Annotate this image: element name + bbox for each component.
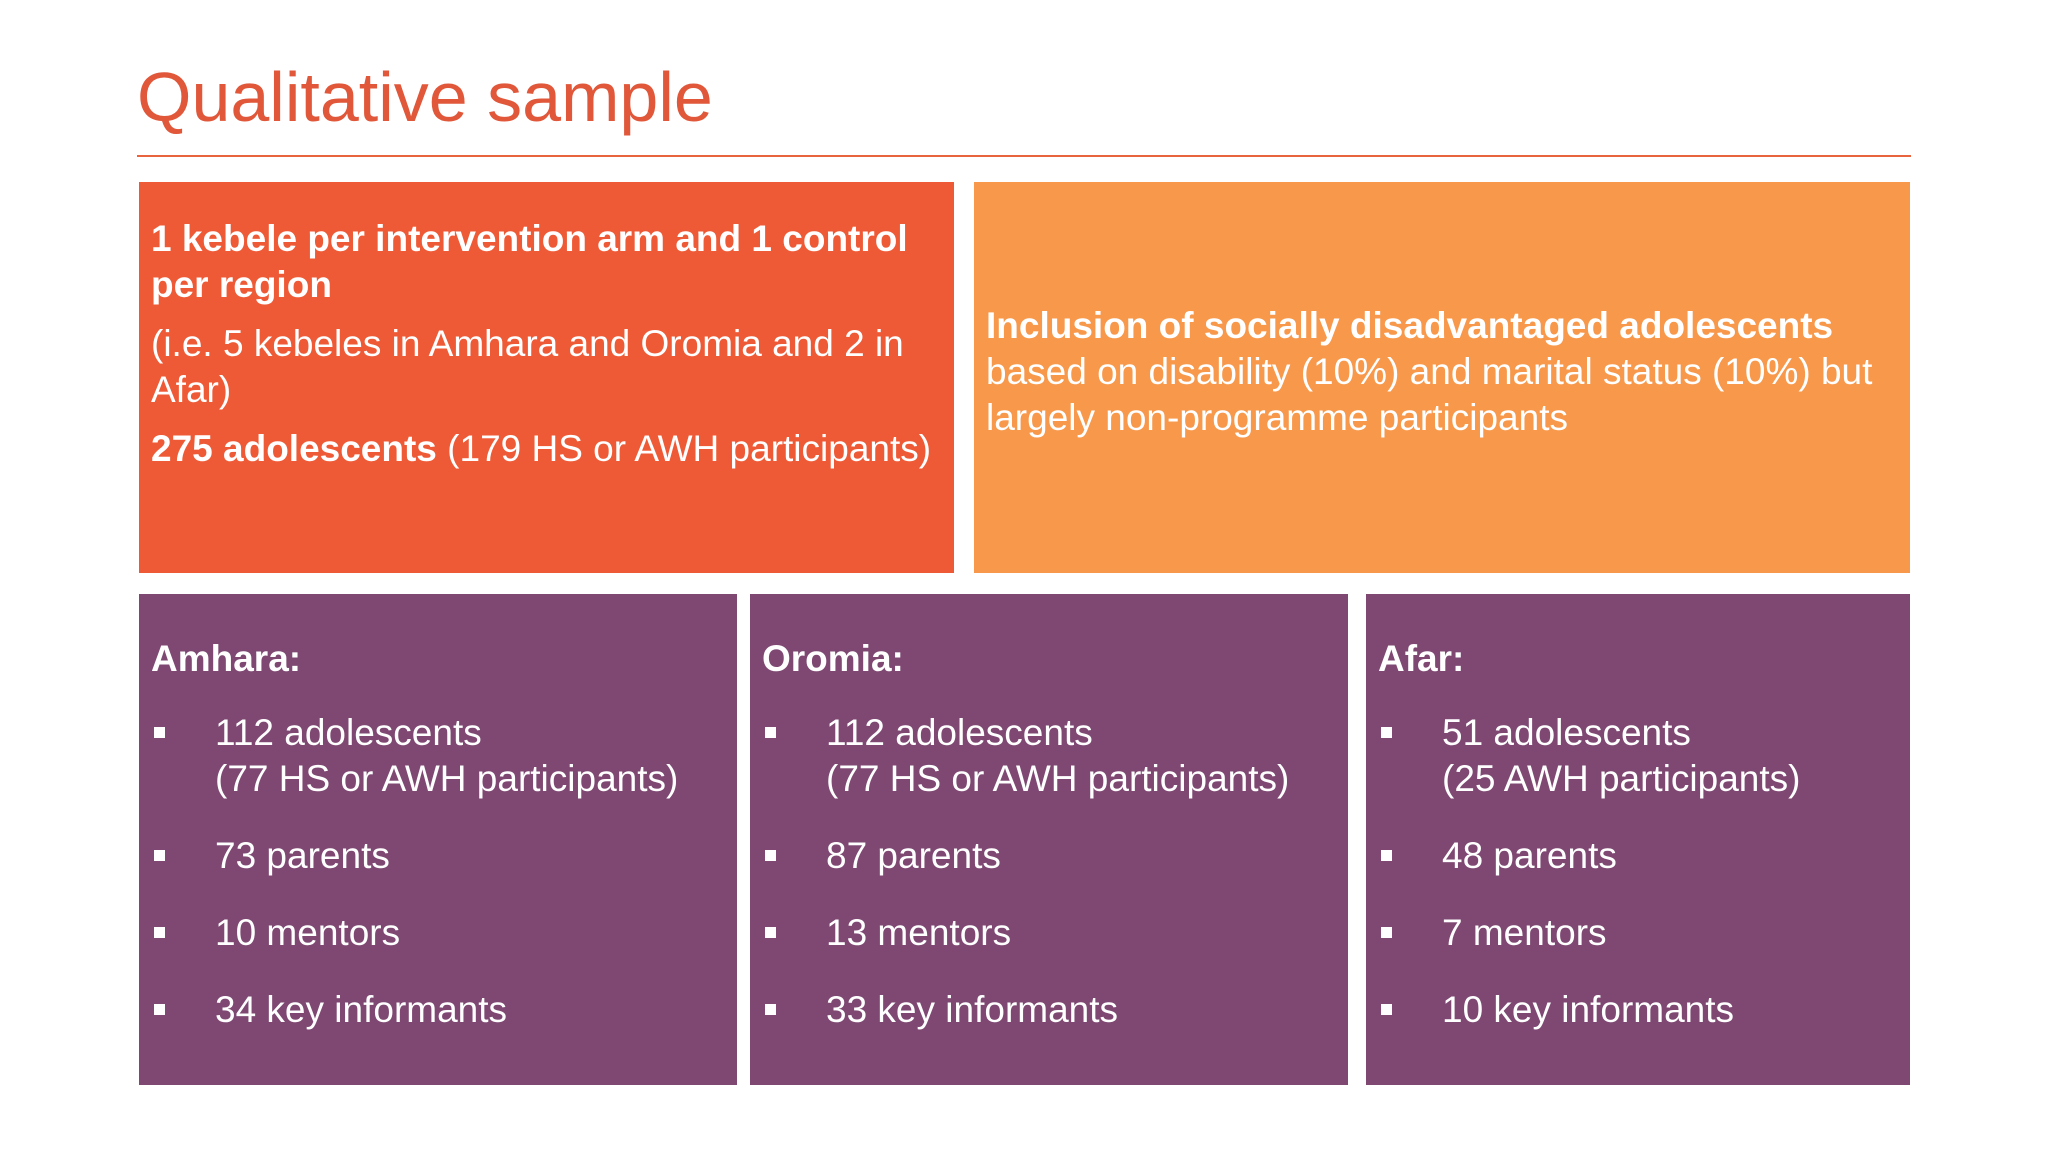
region-list xyxy=(1378,710,1900,1033)
bullet-icon xyxy=(1381,850,1392,861)
kebele-note: (i.e. 5 kebeles in Amhara and Oromia and 2 in Afar) xyxy=(151,323,904,410)
kebele-heading: 1 kebele per intervention arm and 1 control per region xyxy=(151,218,908,305)
key-informants-count: 33 key informants xyxy=(826,989,1119,1030)
bullet-icon xyxy=(154,850,165,861)
inclusion-body: based on disability (10%) and marital status (10%) but largely non-programme participants xyxy=(986,350,1873,438)
bullet-icon xyxy=(1381,1004,1392,1015)
region-list xyxy=(151,710,727,1033)
mentors-count: 7 mentors xyxy=(1442,912,1607,953)
list-item xyxy=(151,987,727,1033)
adolescent-total xyxy=(151,426,940,472)
parents-count: 48 parents xyxy=(1442,835,1617,876)
page-title: Qualitative sample xyxy=(137,58,713,136)
adolescents-detail: (25 AWH participants) xyxy=(1442,758,1801,799)
adolescents-count: 51 adolescents xyxy=(1442,712,1691,753)
list-item xyxy=(151,910,727,956)
bullet-icon xyxy=(765,1004,776,1015)
region-heading: Oromia: xyxy=(762,638,904,679)
list-item xyxy=(762,833,1338,879)
list-item xyxy=(151,710,727,802)
adolescents-detail: (77 HS or AWH participants) xyxy=(215,758,679,799)
adolescents-count: 112 adolescents xyxy=(826,712,1093,753)
bullet-icon xyxy=(154,1004,165,1015)
adolescent-total-detail: (179 HS or AWH participants) xyxy=(436,428,932,469)
region-box-oromia xyxy=(750,594,1348,1085)
bullet-icon xyxy=(765,727,776,738)
list-item xyxy=(762,987,1338,1033)
inclusion-box xyxy=(974,182,1910,573)
kebele-summary-box xyxy=(139,182,954,573)
key-informants-count: 10 key informants xyxy=(1442,989,1735,1030)
mentors-count: 10 mentors xyxy=(215,912,401,953)
bullet-icon xyxy=(765,927,776,938)
mentors-count: 13 mentors xyxy=(826,912,1012,953)
bullet-icon xyxy=(1381,927,1392,938)
region-heading: Amhara: xyxy=(151,638,302,679)
parents-count: 73 parents xyxy=(215,835,390,876)
adolescents-count: 112 adolescents xyxy=(215,712,482,753)
region-heading: Afar: xyxy=(1378,638,1465,679)
inclusion-heading: Inclusion of socially disadvantaged adolescents xyxy=(986,304,1834,346)
bullet-icon xyxy=(154,927,165,938)
title-divider xyxy=(137,155,1911,157)
key-informants-count: 34 key informants xyxy=(215,989,508,1030)
list-item xyxy=(1378,710,1900,802)
adolescent-total-count: 275 adolescents xyxy=(151,428,437,469)
region-box-afar xyxy=(1366,594,1910,1085)
bullet-icon xyxy=(1381,727,1392,738)
parents-count: 87 parents xyxy=(826,835,1001,876)
region-list xyxy=(762,710,1338,1033)
bullet-icon xyxy=(154,727,165,738)
region-box-amhara xyxy=(139,594,737,1085)
list-item xyxy=(1378,910,1900,956)
list-item xyxy=(762,710,1338,802)
list-item xyxy=(762,910,1338,956)
list-item xyxy=(1378,987,1900,1033)
list-item xyxy=(151,833,727,879)
bullet-icon xyxy=(765,850,776,861)
adolescents-detail: (77 HS or AWH participants) xyxy=(826,758,1290,799)
list-item xyxy=(1378,833,1900,879)
